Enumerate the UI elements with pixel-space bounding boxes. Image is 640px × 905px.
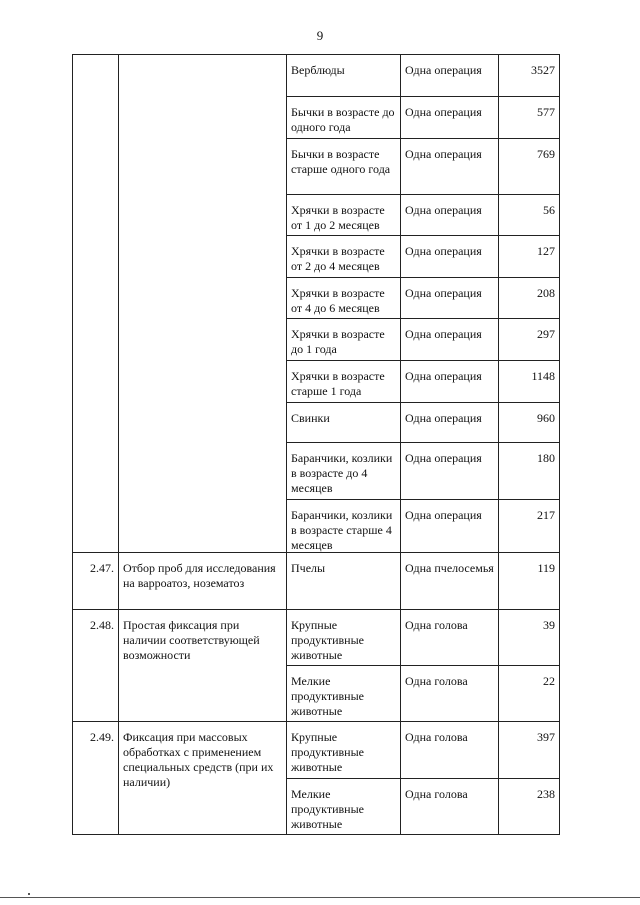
table-row (73, 610, 560, 666)
price-cell (499, 97, 560, 139)
unit-cell (401, 443, 499, 500)
unit-cell (401, 361, 499, 403)
price-text: 297 (537, 327, 555, 341)
service-cell (119, 55, 287, 553)
unit-cell (401, 97, 499, 139)
animal-text: Свинки (291, 411, 330, 425)
unit-text: Одна голова (405, 674, 468, 688)
item-number: 2.49. (90, 730, 114, 744)
unit-text: Одна операция (405, 286, 482, 300)
price-cell (499, 443, 560, 500)
animal-cell (287, 722, 401, 779)
price-text: 39 (543, 618, 555, 632)
price-cell (499, 195, 560, 236)
unit-cell (401, 553, 499, 610)
price-text: 3527 (531, 63, 555, 77)
unit-text: Одна операция (405, 369, 482, 383)
price-text: 56 (543, 203, 555, 217)
animal-text: Баранчики, козлики в возрасте до 4 месяцев (291, 451, 393, 495)
unit-text: Одна операция (405, 508, 482, 522)
footer-divider (0, 897, 640, 898)
price-text: 577 (537, 105, 555, 119)
animal-text: Крупные продуктивные животные (291, 618, 364, 662)
scan-speck (28, 893, 30, 895)
item-number-cell (73, 553, 119, 610)
table-row (73, 55, 560, 97)
price-cell (499, 55, 560, 97)
unit-text: Одна операция (405, 327, 482, 341)
animal-cell (287, 500, 401, 553)
animal-cell (287, 610, 401, 666)
page-number: 9 (316, 28, 324, 43)
price-text: 119 (537, 561, 555, 575)
price-text: 217 (537, 508, 555, 522)
price-text: 769 (537, 147, 555, 161)
animal-text: Мелкие продуктивные животные (291, 674, 364, 718)
table-row (73, 553, 560, 610)
unit-text: Одна операция (405, 105, 482, 119)
animal-text: Хрячки в возрасте старше 1 года (291, 369, 385, 398)
animal-cell (287, 361, 401, 403)
animal-text: Баранчики, козлики в возрасте старше 4 месяцев (291, 508, 393, 552)
price-text: 1148 (531, 369, 555, 383)
animal-cell (287, 278, 401, 319)
animal-text: Бычки в возрасте до одного года (291, 105, 395, 134)
unit-cell (401, 195, 499, 236)
tariff-table (72, 54, 560, 835)
unit-text: Одна операция (405, 147, 482, 161)
unit-cell (401, 722, 499, 779)
unit-text: Одна операция (405, 244, 482, 258)
unit-text: Одна операция (405, 63, 482, 77)
item-number: 2.47. (90, 561, 114, 575)
animal-cell (287, 779, 401, 835)
unit-text: Одна голова (405, 787, 468, 801)
unit-text: Одна голова (405, 730, 468, 744)
unit-text: Одна голова (405, 618, 468, 632)
animal-text: Хрячки в возрасте от 2 до 4 месяцев (291, 244, 385, 273)
animal-text: Хрячки в возрасте до 1 года (291, 327, 385, 356)
unit-cell (401, 779, 499, 835)
unit-cell (401, 319, 499, 361)
table-body (73, 55, 560, 835)
price-cell (499, 278, 560, 319)
unit-cell (401, 278, 499, 319)
price-cell (499, 553, 560, 610)
price-cell (499, 610, 560, 666)
price-cell (499, 500, 560, 553)
animal-cell (287, 443, 401, 500)
service-cell (119, 722, 287, 835)
animal-cell (287, 553, 401, 610)
price-text: 238 (537, 787, 555, 801)
price-cell (499, 722, 560, 779)
unit-cell (401, 666, 499, 722)
service-cell (119, 610, 287, 722)
item-number-cell (73, 610, 119, 722)
unit-cell (401, 236, 499, 278)
unit-cell (401, 610, 499, 666)
unit-text: Одна операция (405, 203, 482, 217)
unit-cell (401, 139, 499, 195)
price-cell (499, 361, 560, 403)
animal-text: Мелкие продуктивные животные (291, 787, 364, 831)
animal-cell (287, 195, 401, 236)
price-cell (499, 779, 560, 835)
unit-cell (401, 500, 499, 553)
unit-text: Одна операция (405, 411, 482, 425)
animal-cell (287, 97, 401, 139)
table-row (73, 722, 560, 779)
price-text: 208 (537, 286, 555, 300)
unit-text: Одна операция (405, 451, 482, 465)
animal-text: Крупные продуктивные животные (291, 730, 364, 774)
price-text: 397 (537, 730, 555, 744)
item-number-cell (73, 55, 119, 553)
animal-cell (287, 236, 401, 278)
price-text: 22 (543, 674, 555, 688)
animal-cell (287, 319, 401, 361)
unit-cell (401, 403, 499, 443)
unit-text: Одна пчелосемья (405, 561, 494, 575)
price-text: 127 (537, 244, 555, 258)
service-text: Простая фиксация при наличии соответствующей возможности (123, 618, 260, 662)
price-text: 180 (537, 451, 555, 465)
price-cell (499, 666, 560, 722)
animal-text: Верблюды (291, 63, 345, 77)
service-cell (119, 553, 287, 610)
price-cell (499, 139, 560, 195)
unit-cell (401, 55, 499, 97)
animal-text: Хрячки в возрасте от 4 до 6 месяцев (291, 286, 385, 315)
animal-cell (287, 139, 401, 195)
animal-cell (287, 55, 401, 97)
animal-text: Бычки в возрасте старше одного года (291, 147, 391, 176)
price-cell (499, 319, 560, 361)
item-number: 2.48. (90, 618, 114, 632)
animal-cell (287, 403, 401, 443)
animal-cell (287, 666, 401, 722)
animal-text: Хрячки в возрасте от 1 до 2 месяцев (291, 203, 385, 232)
service-text: Фиксация при массовых обработках с применением специальных средств (при их наличии) (123, 730, 274, 789)
animal-text: Пчелы (291, 561, 326, 575)
price-cell (499, 236, 560, 278)
price-text: 960 (537, 411, 555, 425)
service-text: Отбор проб для исследования на варроатоз, нозематоз (123, 561, 276, 590)
price-cell (499, 403, 560, 443)
item-number-cell (73, 722, 119, 835)
